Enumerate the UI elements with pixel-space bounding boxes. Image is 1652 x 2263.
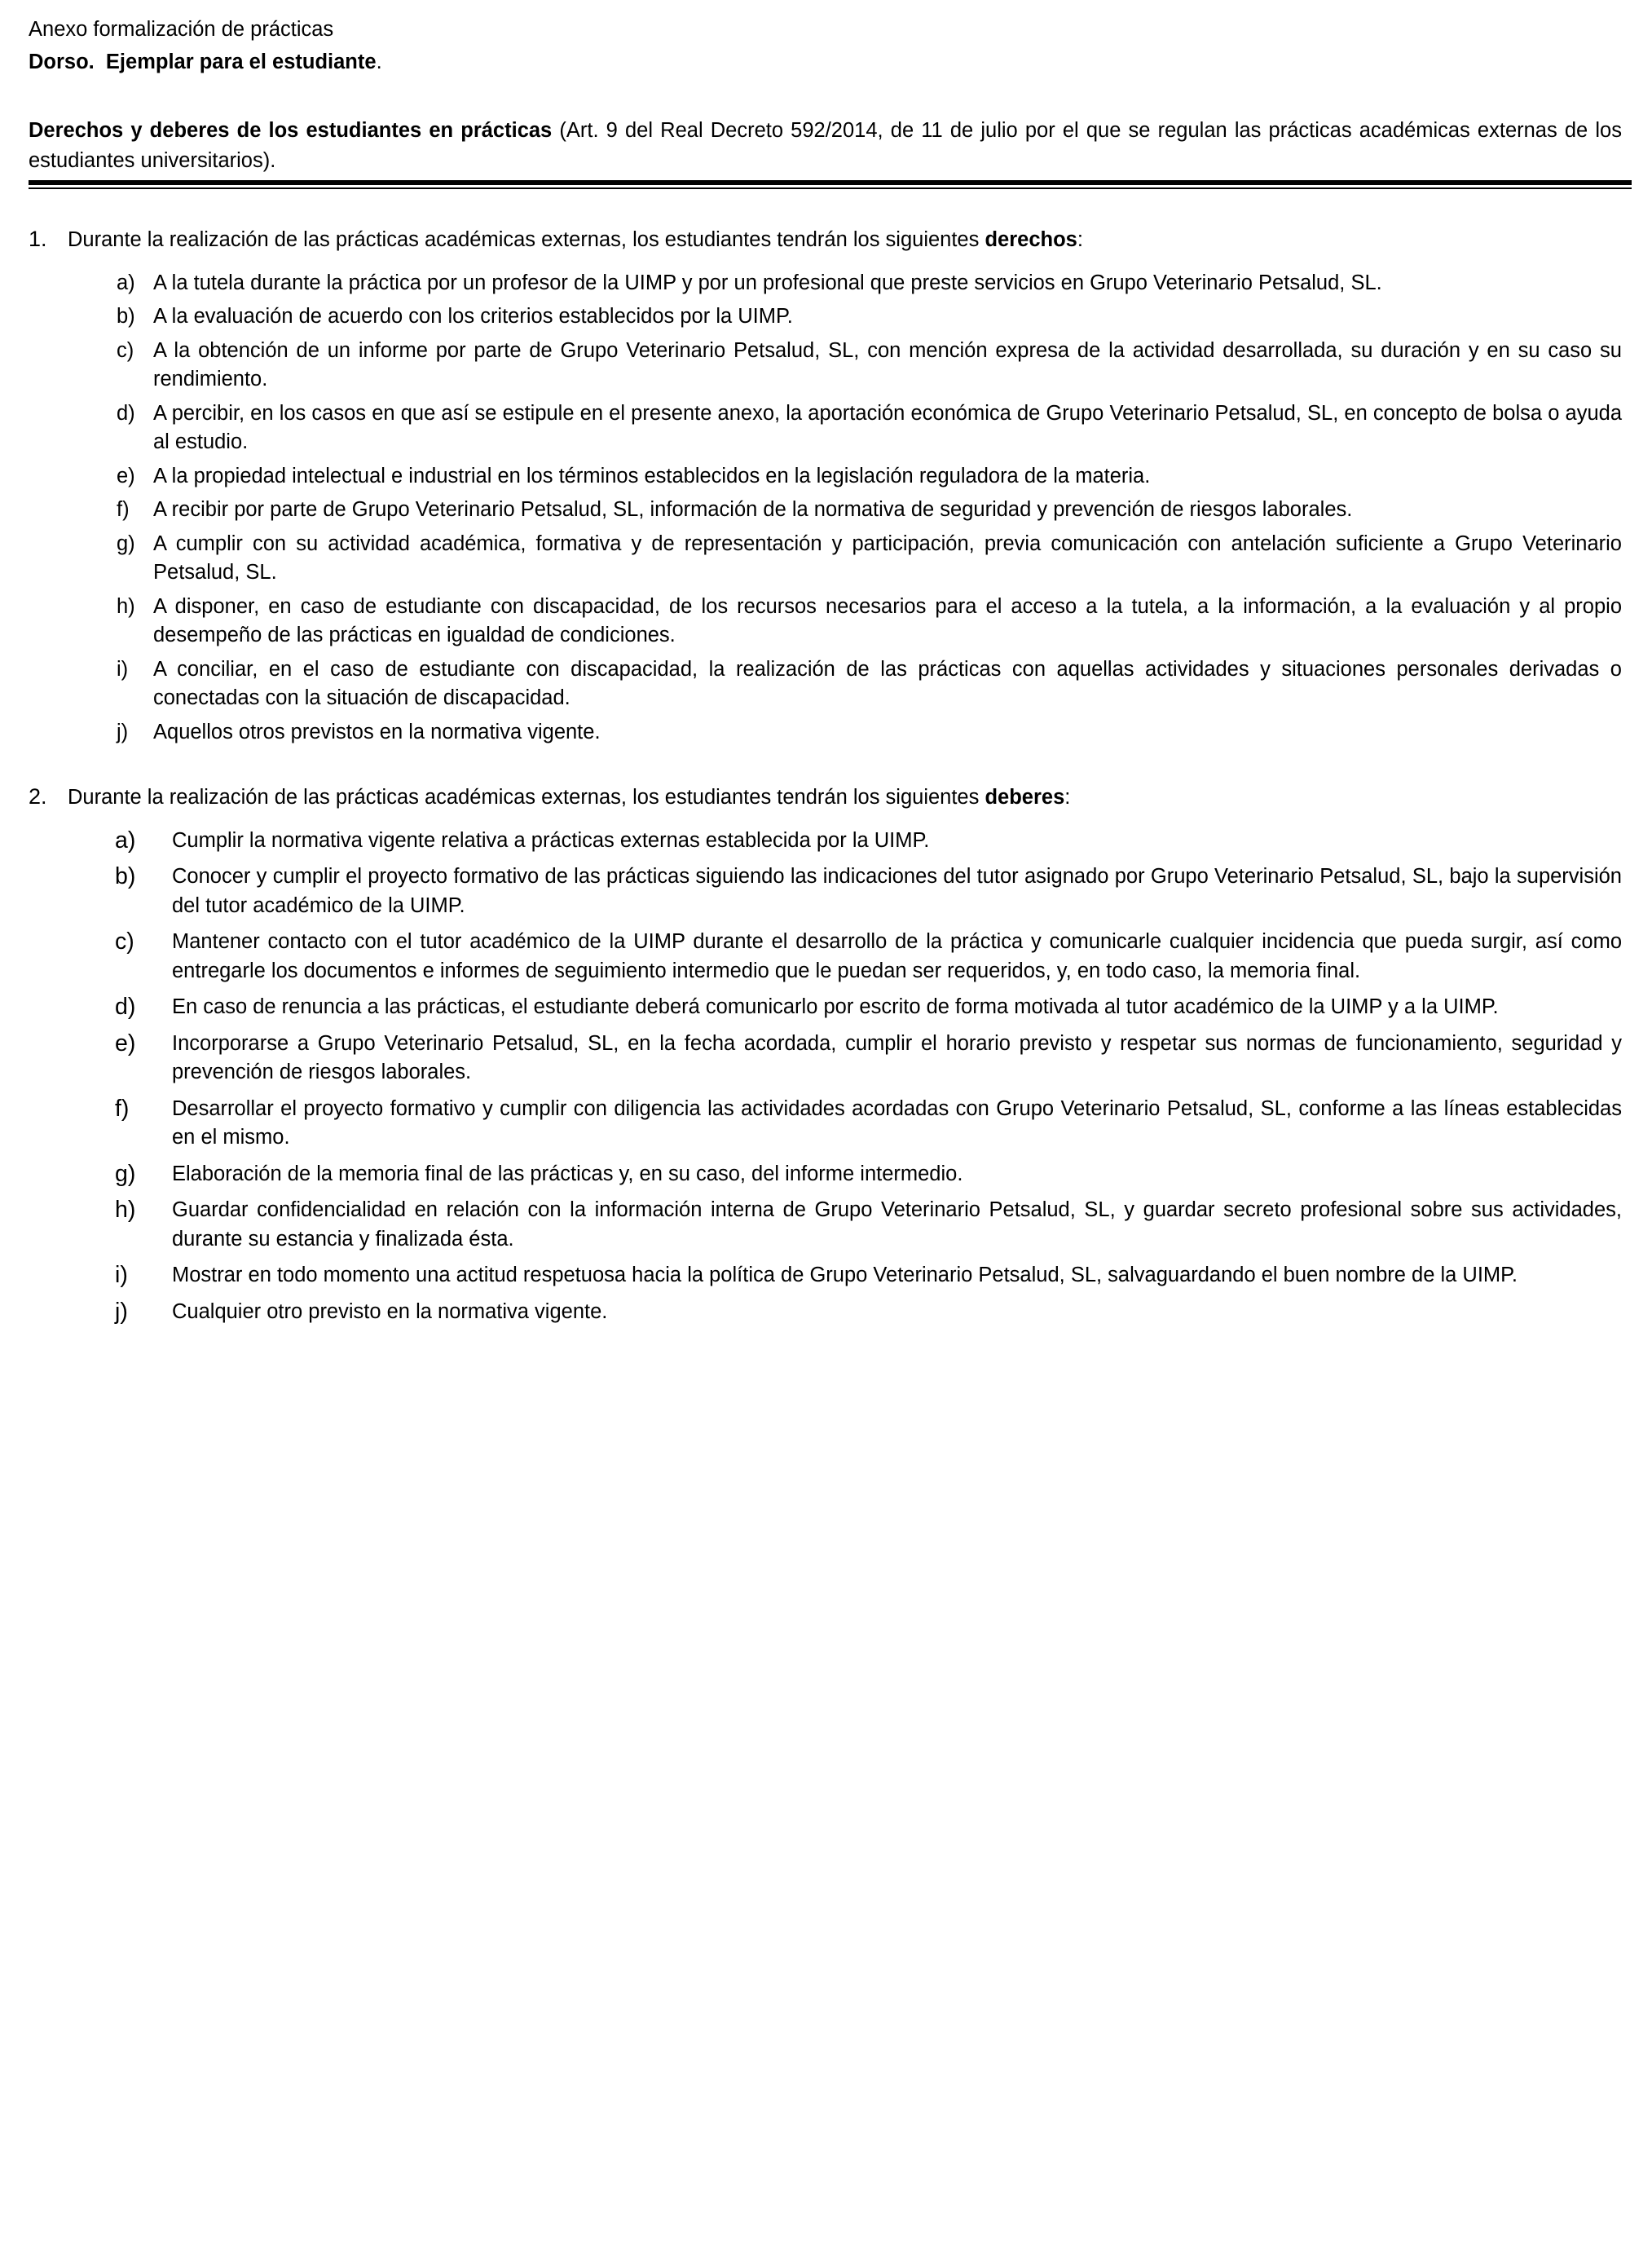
item-text: Incorporarse a Grupo Veterinario Petsalud, SL, en la fecha acordada, cumplir el horario previsto y respetar sus normas de funcionamiento, seguridad y prevención de riesgos laborales. [172, 1031, 1622, 1083]
list-item [29, 269, 1622, 298]
item-text: A la evaluación de acuerdo con los criterios establecidos por la UIMP. [153, 305, 793, 328]
list-item [29, 1095, 1622, 1153]
list-item [29, 718, 1622, 748]
item-marker: e) [115, 1030, 136, 1057]
section-intro-prefix: Durante la realización de las prácticas académicas externas, los estudiantes tendrán los siguientes [68, 786, 985, 809]
page-title-bold: Derechos y deberes de los estudiantes en prácticas [29, 119, 553, 142]
item-text: En caso de renuncia a las prácticas, el estudiante deberá comunicarlo por escrito de forma motivada al tutor académico de la UIMP y a la UIMP. [172, 995, 1499, 1018]
duties-section-heading [29, 783, 1622, 813]
item-marker: c) [115, 929, 134, 955]
section-intro [68, 783, 1622, 813]
list-item [29, 928, 1622, 986]
list-item [29, 993, 1622, 1022]
item-marker: j) [117, 720, 129, 743]
section-intro-keyword: derechos [985, 228, 1077, 251]
item-marker: b) [117, 305, 135, 328]
item-text: Conocer y cumplir el proyecto formativo de las prácticas siguiendo las indicaciones del tutor asignado por Grupo Veterinario Petsalud, SL, bajo la supervisión del tutor académico de la UIMP. [172, 865, 1622, 917]
annex-title: Anexo formalización de prácticas [29, 18, 334, 41]
item-marker: i) [115, 1262, 128, 1288]
copy-designation-period: . [376, 51, 382, 73]
section-intro-colon: : [1077, 228, 1083, 251]
list-item [29, 1261, 1622, 1290]
item-text: Cualquier otro previsto en la normativa vigente. [172, 1299, 608, 1323]
item-marker: e) [117, 464, 135, 487]
item-text: A cumplir con su actividad académica, formativa y de representación y participación, previa comunicación con antelación suficiente a Grupo Veterinario Petsalud, SL. [153, 532, 1622, 584]
page-title [29, 116, 1622, 176]
item-marker: a) [117, 271, 135, 294]
item-text: Mostrar en todo momento una actitud respetuosa hacia la política de Grupo Veterinario Petsalud, SL, salvaguardando el buen nombre de la UIMP. [172, 1264, 1518, 1286]
duties-list [29, 827, 1622, 1327]
item-text: Guardar confidencialidad en relación con la información interna de Grupo Veterinario Petsalud, SL, y guardar secreto profesional sobre sus actividades, durante su estancia y finalizada ésta. [172, 1198, 1622, 1251]
item-marker: c) [117, 338, 134, 362]
item-text: A la tutela durante la práctica por un profesor de la UIMP y por un profesional que preste servicios en Grupo Veterinario Petsalud, SL. [153, 271, 1382, 294]
list-item [29, 1298, 1622, 1327]
list-item [29, 1160, 1622, 1189]
copy-designation-bold: Dorso. Ejemplar para el estudiante [29, 51, 377, 73]
list-item [29, 1196, 1622, 1254]
item-marker: a) [115, 827, 136, 854]
section-number: 1. [29, 227, 47, 251]
list-item [29, 1030, 1622, 1087]
item-text: Mantener contacto con el tutor académico de la UIMP durante el desarrollo de la práctica y comunicarle cualquier incidencia que pueda surgir, así como entregarle los documentos e informes de seguimiento intermedio que le puedan ser requeridos, y, en todo caso, la memoria final. [172, 930, 1622, 982]
list-item [29, 399, 1622, 457]
item-text: A percibir, en los casos en que así se estipule en el presente anexo, la aportación económica de Grupo Veterinario Petsalud, SL, en concepto de bolsa o ayuda al estudio. [153, 401, 1622, 453]
item-text: A la propiedad intelectual e industrial en los términos establecidos en la legislación reguladora de la materia. [153, 464, 1151, 487]
document-header [29, 13, 1622, 78]
rights-list [29, 269, 1622, 748]
rights-section [29, 225, 1622, 747]
item-marker: b) [115, 863, 136, 889]
list-item [29, 530, 1622, 588]
item-marker: i) [117, 657, 129, 681]
item-marker: g) [117, 532, 135, 555]
item-marker: j) [115, 1298, 128, 1325]
section-intro [68, 226, 1622, 255]
section-number: 2. [29, 784, 47, 809]
section-intro-colon: : [1064, 786, 1071, 809]
page-title-rest: (Art. 9 del Real Decreto 592/2014, de 11 de julio por el que se regulan las prácticas académicas externas de los estudiantes universitarios). [29, 119, 1622, 172]
list-item [29, 655, 1622, 713]
item-marker: d) [117, 401, 135, 425]
list-item [29, 862, 1622, 920]
item-marker: h) [117, 594, 135, 618]
list-item [29, 593, 1622, 651]
item-text: A recibir por parte de Grupo Veterinario Petsalud, SL, información de la normativa de seguridad y prevención de riesgos laborales. [153, 498, 1353, 521]
copy-designation [29, 46, 1622, 78]
item-marker: d) [115, 994, 136, 1020]
list-item [29, 462, 1622, 492]
item-marker: f) [115, 1095, 130, 1122]
item-marker: f) [117, 498, 130, 521]
horizontal-rule [29, 180, 1632, 189]
section-intro-prefix: Durante la realización de las prácticas académicas externas, los estudiantes tendrán los siguientes [68, 228, 985, 251]
item-marker: g) [115, 1160, 136, 1187]
item-text: Desarrollar el proyecto formativo y cumplir con diligencia las actividades acordadas con Grupo Veterinario Petsalud, SL, conforme a las líneas establecidas en el mismo. [172, 1096, 1622, 1149]
item-text: Elaboración de la memoria final de las prácticas y, en su caso, del informe intermedio. [172, 1162, 963, 1185]
duties-section [29, 783, 1622, 1326]
item-text: A conciliar, en el caso de estudiante con discapacidad, la realización de las prácticas con aquellas actividades y situaciones personales derivadas o conectadas con la situación de discapacidad. [153, 657, 1622, 709]
item-text: A la obtención de un informe por parte de Grupo Veterinario Petsalud, SL, con mención expresa de la actividad desarrollada, su duración y en su caso su rendimiento. [153, 338, 1622, 390]
rights-section-heading [29, 225, 1622, 255]
list-item [29, 496, 1622, 525]
section-intro-keyword: deberes [985, 786, 1065, 809]
item-text: A disponer, en caso de estudiante con discapacidad, de los recursos necesarios para el acceso a la tutela, a la información, a la evaluación y al propio desempeño de las prácticas en igualdad de condiciones. [153, 594, 1622, 646]
list-item [29, 827, 1622, 856]
list-item [29, 302, 1622, 332]
item-marker: h) [115, 1197, 136, 1223]
item-text: Cumplir la normativa vigente relativa a prácticas externas establecida por la UIMP. [172, 828, 930, 852]
item-text: Aquellos otros previstos en la normativa vigente. [153, 720, 601, 743]
list-item [29, 337, 1622, 395]
